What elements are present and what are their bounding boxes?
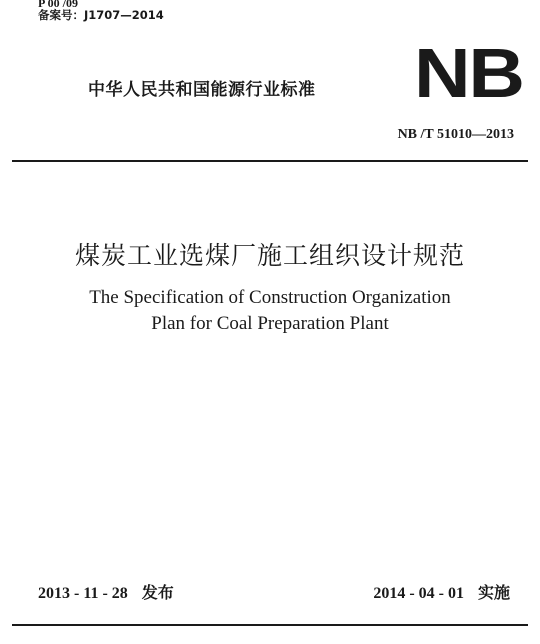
standard-number: NB /T 51010—2013: [397, 127, 514, 142]
implementation-date-block: [373, 580, 510, 603]
record-number: 备案号：J1707—2014: [38, 8, 164, 22]
title-english: [0, 285, 540, 337]
nb-logo: NB: [414, 34, 523, 112]
issue-date-block: [38, 580, 174, 603]
implementation-date: 2014 - 04 - 01: [373, 585, 464, 602]
issuing-organization: 中华人民共和国能源行业标准: [88, 80, 316, 100]
title-chinese: 煤炭工业选煤厂施工组织设计规范: [74, 241, 465, 270]
issue-label: 发布: [141, 583, 174, 602]
bottom-divider: [12, 624, 528, 626]
issue-date: 2013 - 11 - 28: [38, 585, 128, 602]
title-english-line-2: Plan for Coal Preparation Plant: [151, 313, 389, 334]
implementation-label: 实施: [477, 583, 510, 602]
ics-code: P 00 /09: [38, 0, 79, 10]
top-divider: [12, 160, 528, 162]
title-english-line-1: The Specification of Construction Organization: [89, 287, 451, 308]
